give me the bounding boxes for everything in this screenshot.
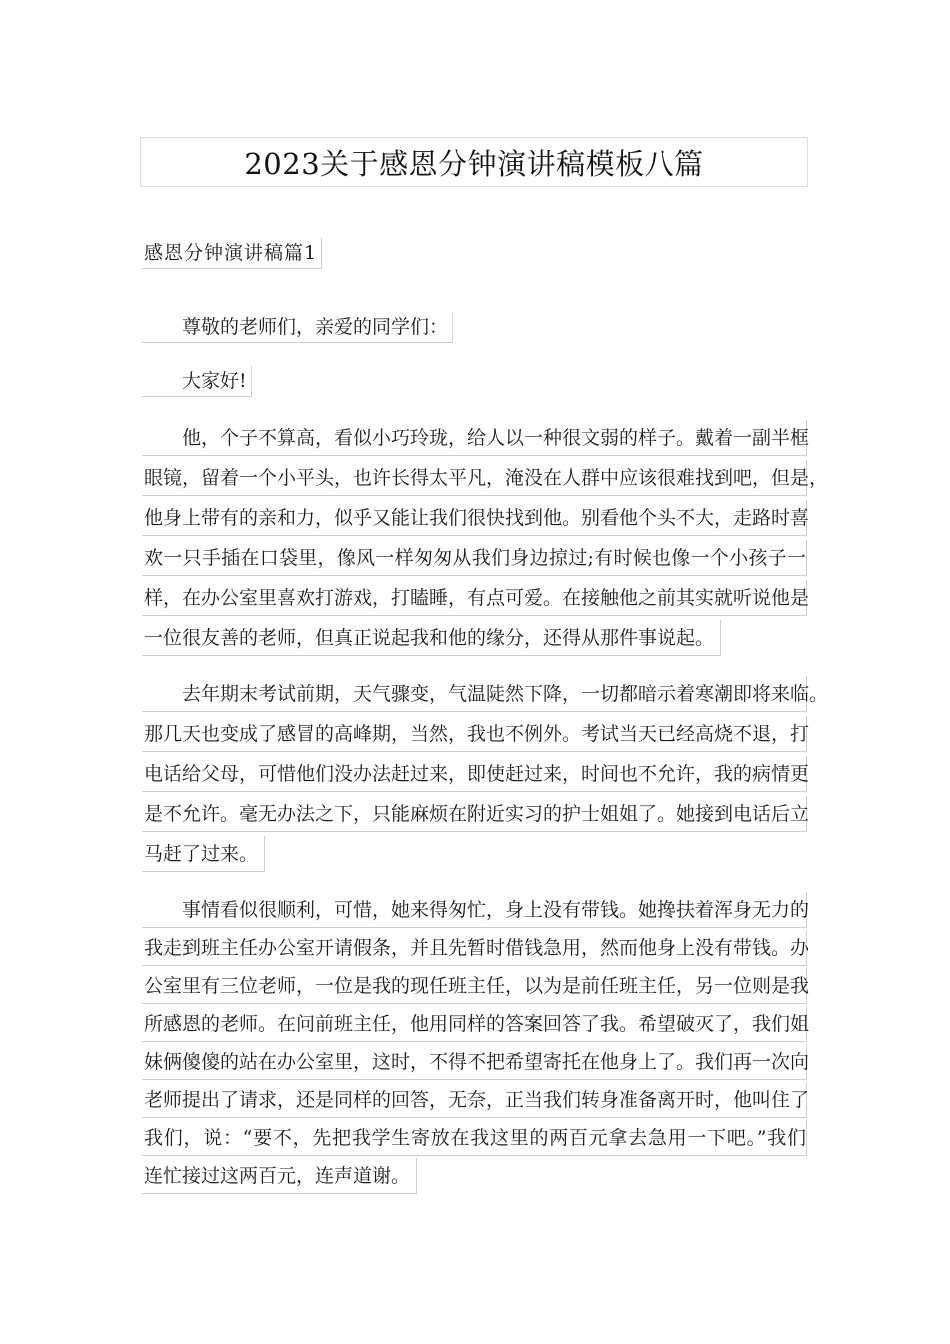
section-heading: 感恩分钟演讲稿篇1	[142, 238, 322, 269]
greeting-line: 尊敬的老师们，亲爱的同学们：	[142, 312, 453, 343]
paragraph-line: 老师提出了请求，还是同样的回答，无奈，正当我们转身准备离开时，他叫住了	[142, 1082, 807, 1118]
paragraph-line: 我走到班主任办公室开请假条，并且先暂时借钱急用，然而他身上没有带钱。办	[142, 930, 807, 966]
paragraph-line: 欢一只手插在口袋里，像风一样匆匆从我们身边掠过;有时候也像一个小孩子一	[142, 540, 807, 576]
paragraph-line: 妹俩傻傻的站在办公室里，这时，不得不把希望寄托在他身上了。我们再一次向	[142, 1044, 807, 1080]
paragraph-line: 事情看似很顺利，可惜，她来得匆忙，身上没有带钱。她搀扶着浑身无力的	[142, 892, 807, 928]
paragraph-line: 所感恩的老师。在问前班主任，他用同样的答案回答了我。希望破灭了，我们姐	[142, 1006, 807, 1042]
paragraph-line: 马赶了过来。	[142, 836, 265, 872]
paragraph-line: 一位很友善的老师，但真正说起我和他的缘分，还得从那件事说起。	[142, 620, 721, 656]
paragraph-line: 电话给父母，可惜他们没办法赶过来，即使赶过来，时间也不允许，我的病情更	[142, 756, 807, 792]
paragraph-line: 他身上带有的亲和力，似乎又能让我们很快找到他。别看他个头不大，走路时喜	[142, 500, 807, 536]
paragraph-line: 他，个子不算高，看似小巧玲珑，给人以一种很文弱的样子。戴着一副半框	[142, 420, 807, 456]
paragraph-line: 连忙接过这两百元，连声道谢。	[142, 1158, 417, 1194]
paragraph-line: 眼镜，留着一个小平头，也许长得太平凡，淹没在人群中应该很难找到吧，但是，	[142, 460, 807, 496]
title-box	[140, 137, 808, 187]
paragraph-line: 样，在办公室里喜欢打游戏，打瞌睡，有点可爱。在接触他之前其实就听说他是	[142, 580, 807, 616]
paragraph-line: 去年期末考试前期，天气骤变，气温陡然下降，一切都暗示着寒潮即将来临。	[142, 676, 807, 712]
hello-line: 大家好!	[142, 366, 252, 397]
document-title: 2023关于感恩分钟演讲稿模板八篇	[244, 146, 704, 181]
paragraph-line: 是不允许。毫无办法之下，只能麻烦在附近实习的护士姐姐了。她接到电话后立	[142, 796, 807, 832]
paragraph-line: 公室里有三位老师，一位是我的现任班主任，以为是前任班主任，另一位则是我	[142, 968, 807, 1004]
paragraph-line: 那几天也变成了感冒的高峰期，当然，我也不例外。考试当天已经高烧不退，打	[142, 716, 807, 752]
paragraph-line: 我们，说：“要不，先把我学生寄放在我这里的两百元拿去急用一下吧。”我们	[142, 1120, 807, 1156]
